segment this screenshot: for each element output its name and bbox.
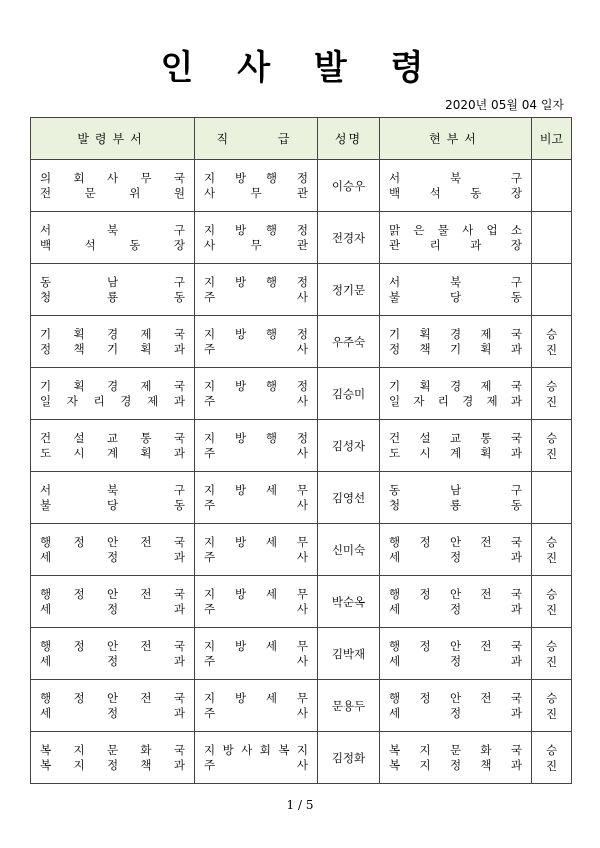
cell-line: 세 정 과 bbox=[389, 705, 522, 720]
cell-line: 복 지 문 화 국 bbox=[40, 742, 185, 757]
page-indicator: 1 / 5 bbox=[286, 798, 314, 812]
cell-line: 기 획 경 제 국 bbox=[389, 326, 522, 341]
table-row bbox=[31, 680, 572, 732]
table-header-row bbox=[31, 118, 572, 160]
cell-name: 이승우 bbox=[318, 160, 380, 212]
cell-dept bbox=[31, 160, 195, 212]
cell-line: 주 사 bbox=[204, 289, 308, 304]
cell-line: 지 방 세 무 bbox=[204, 638, 308, 653]
cell-name: 신미숙 bbox=[318, 524, 380, 576]
cell-line: 건 설 교 통 국 bbox=[389, 430, 522, 445]
cell-line: 세 정 과 bbox=[40, 705, 185, 720]
cell-line: 행 정 안 전 국 bbox=[389, 534, 522, 549]
cell-dept bbox=[31, 628, 195, 680]
table-row bbox=[31, 160, 572, 212]
cell-line: 서 북 구 bbox=[40, 222, 185, 237]
cell-line: 지 방 행 정 bbox=[204, 170, 308, 185]
cell-line: 주 사 bbox=[204, 653, 308, 668]
cell-line: 주 사 bbox=[204, 393, 308, 408]
cell-line: 사 무 관 bbox=[204, 185, 308, 200]
table-row bbox=[31, 472, 572, 524]
cell-line: 행 정 안 전 국 bbox=[389, 690, 522, 705]
cell-name: 김승미 bbox=[318, 368, 380, 420]
cell-line: 행 정 안 전 국 bbox=[40, 638, 185, 653]
cell-current-dept bbox=[380, 680, 532, 732]
cell-dept bbox=[31, 212, 195, 264]
cell-line: 정 책 기 획 과 bbox=[40, 341, 185, 356]
cell-line: 주 사 bbox=[204, 601, 308, 616]
cell-line: 지 방 행 정 bbox=[204, 222, 308, 237]
cell-line: 행 정 안 전 국 bbox=[389, 638, 522, 653]
cell-line: 서 북 구 bbox=[389, 274, 522, 289]
cell-note: 승진 bbox=[532, 316, 572, 368]
header-note: 비고 bbox=[532, 118, 572, 160]
cell-line: 세 정 과 bbox=[40, 653, 185, 668]
cell-grade bbox=[195, 628, 318, 680]
cell-grade bbox=[195, 732, 318, 784]
header-dept: 발령부서 bbox=[31, 118, 195, 160]
table-row bbox=[31, 264, 572, 316]
cell-current-dept bbox=[380, 472, 532, 524]
cell-current-dept bbox=[380, 316, 532, 368]
cell-line: 지 방 행 정 bbox=[204, 430, 308, 445]
cell-line: 지 방 사 회 복 지 bbox=[204, 742, 308, 757]
cell-line: 지 방 행 정 bbox=[204, 378, 308, 393]
cell-line: 복 지 정 책 과 bbox=[40, 757, 185, 772]
header-grade: 직 급 bbox=[195, 118, 318, 160]
cell-line: 지 방 세 무 bbox=[204, 482, 308, 497]
cell-note: 승진 bbox=[532, 524, 572, 576]
cell-line: 청 룡 동 bbox=[40, 289, 185, 304]
cell-grade bbox=[195, 212, 318, 264]
cell-note: 승진 bbox=[532, 680, 572, 732]
cell-current-dept bbox=[380, 264, 532, 316]
cell-name: 김영선 bbox=[318, 472, 380, 524]
cell-line: 불 당 동 bbox=[389, 289, 522, 304]
table-row bbox=[31, 212, 572, 264]
cell-line: 지 방 행 정 bbox=[204, 274, 308, 289]
cell-line: 청 룡 동 bbox=[389, 497, 522, 512]
cell-line: 지 방 세 무 bbox=[204, 586, 308, 601]
cell-line: 서 북 구 bbox=[389, 170, 522, 185]
cell-line: 불 당 동 bbox=[40, 497, 185, 512]
cell-line: 주 사 bbox=[204, 757, 308, 772]
cell-line: 기 획 경 제 국 bbox=[40, 378, 185, 393]
cell-name: 김성자 bbox=[318, 420, 380, 472]
cell-grade bbox=[195, 472, 318, 524]
cell-line: 세 정 과 bbox=[40, 601, 185, 616]
cell-line: 일 자 리 경 제 과 bbox=[389, 393, 522, 408]
cell-grade bbox=[195, 576, 318, 628]
cell-current-dept bbox=[380, 732, 532, 784]
cell-line: 세 정 과 bbox=[389, 601, 522, 616]
table-row bbox=[31, 368, 572, 420]
cell-line: 주 사 bbox=[204, 705, 308, 720]
cell-line: 복 지 정 책 과 bbox=[389, 757, 522, 772]
cell-line: 세 정 과 bbox=[389, 653, 522, 668]
cell-current-dept bbox=[380, 368, 532, 420]
cell-line: 행 정 안 전 국 bbox=[389, 586, 522, 601]
cell-line: 맑 은 물 사 업 소 bbox=[389, 222, 522, 237]
cell-dept bbox=[31, 264, 195, 316]
cell-current-dept bbox=[380, 628, 532, 680]
cell-line: 전 문 위 원 bbox=[40, 185, 185, 200]
cell-line: 관 리 과 장 bbox=[389, 237, 522, 252]
cell-note: 승진 bbox=[532, 628, 572, 680]
cell-current-dept bbox=[380, 576, 532, 628]
cell-line: 주 사 bbox=[204, 497, 308, 512]
cell-line: 지 방 세 무 bbox=[204, 534, 308, 549]
cell-line: 건 설 교 통 국 bbox=[40, 430, 185, 445]
cell-line: 행 정 안 전 국 bbox=[40, 534, 185, 549]
table-row bbox=[31, 524, 572, 576]
cell-line: 기 획 경 제 국 bbox=[389, 378, 522, 393]
personnel-table bbox=[30, 117, 572, 784]
cell-note: 승진 bbox=[532, 576, 572, 628]
cell-line: 행 정 안 전 국 bbox=[40, 690, 185, 705]
cell-line: 세 정 과 bbox=[389, 549, 522, 564]
cell-dept bbox=[31, 472, 195, 524]
cell-note bbox=[532, 472, 572, 524]
cell-note bbox=[532, 212, 572, 264]
cell-line: 기 획 경 제 국 bbox=[40, 326, 185, 341]
cell-line: 동 남 구 bbox=[389, 482, 522, 497]
page-title: 인 사 발 령 bbox=[160, 48, 440, 88]
cell-current-dept bbox=[380, 524, 532, 576]
cell-name: 문용두 bbox=[318, 680, 380, 732]
cell-line: 세 정 과 bbox=[40, 549, 185, 564]
header-current-dept: 현부서 bbox=[380, 118, 532, 160]
cell-dept bbox=[31, 732, 195, 784]
cell-note bbox=[532, 160, 572, 212]
cell-grade bbox=[195, 524, 318, 576]
cell-line: 도 시 계 획 과 bbox=[40, 445, 185, 460]
table-row bbox=[31, 628, 572, 680]
cell-dept bbox=[31, 316, 195, 368]
cell-current-dept bbox=[380, 420, 532, 472]
cell-line: 주 사 bbox=[204, 549, 308, 564]
cell-line: 주 사 bbox=[204, 445, 308, 460]
cell-line: 지 방 행 정 bbox=[204, 326, 308, 341]
cell-name: 우주숙 bbox=[318, 316, 380, 368]
cell-line: 지 방 세 무 bbox=[204, 690, 308, 705]
cell-line: 백 석 동 장 bbox=[389, 185, 522, 200]
cell-line: 일 자 리 경 제 과 bbox=[40, 393, 185, 408]
cell-note: 승진 bbox=[532, 732, 572, 784]
cell-line: 주 사 bbox=[204, 341, 308, 356]
cell-name: 김박재 bbox=[318, 628, 380, 680]
cell-note: 승진 bbox=[532, 420, 572, 472]
table-body bbox=[31, 160, 572, 784]
table-row bbox=[31, 316, 572, 368]
cell-line: 정 책 기 획 과 bbox=[389, 341, 522, 356]
cell-dept bbox=[31, 420, 195, 472]
cell-grade bbox=[195, 420, 318, 472]
cell-dept bbox=[31, 576, 195, 628]
cell-name: 전경자 bbox=[318, 212, 380, 264]
cell-grade bbox=[195, 160, 318, 212]
table-row bbox=[31, 732, 572, 784]
cell-grade bbox=[195, 316, 318, 368]
cell-line: 복 지 문 화 국 bbox=[389, 742, 522, 757]
cell-line: 백 석 동 장 bbox=[40, 237, 185, 252]
header-name: 성명 bbox=[318, 118, 380, 160]
cell-name: 김정화 bbox=[318, 732, 380, 784]
cell-name: 정기문 bbox=[318, 264, 380, 316]
cell-name: 박순옥 bbox=[318, 576, 380, 628]
cell-current-dept bbox=[380, 212, 532, 264]
cell-note: 승진 bbox=[532, 368, 572, 420]
cell-line: 동 남 구 bbox=[40, 274, 185, 289]
table-row bbox=[31, 576, 572, 628]
cell-line: 의 회 사 무 국 bbox=[40, 170, 185, 185]
cell-dept bbox=[31, 524, 195, 576]
cell-grade bbox=[195, 368, 318, 420]
cell-line: 서 북 구 bbox=[40, 482, 185, 497]
table-row bbox=[31, 420, 572, 472]
cell-note bbox=[532, 264, 572, 316]
cell-line: 도 시 계 획 과 bbox=[389, 445, 522, 460]
cell-current-dept bbox=[380, 160, 532, 212]
cell-dept bbox=[31, 368, 195, 420]
cell-dept bbox=[31, 680, 195, 732]
cell-line: 사 무 관 bbox=[204, 237, 308, 252]
cell-grade bbox=[195, 680, 318, 732]
issue-date: 2020년 05월 04 일자 bbox=[445, 98, 564, 112]
cell-line: 행 정 안 전 국 bbox=[40, 586, 185, 601]
cell-grade bbox=[195, 264, 318, 316]
